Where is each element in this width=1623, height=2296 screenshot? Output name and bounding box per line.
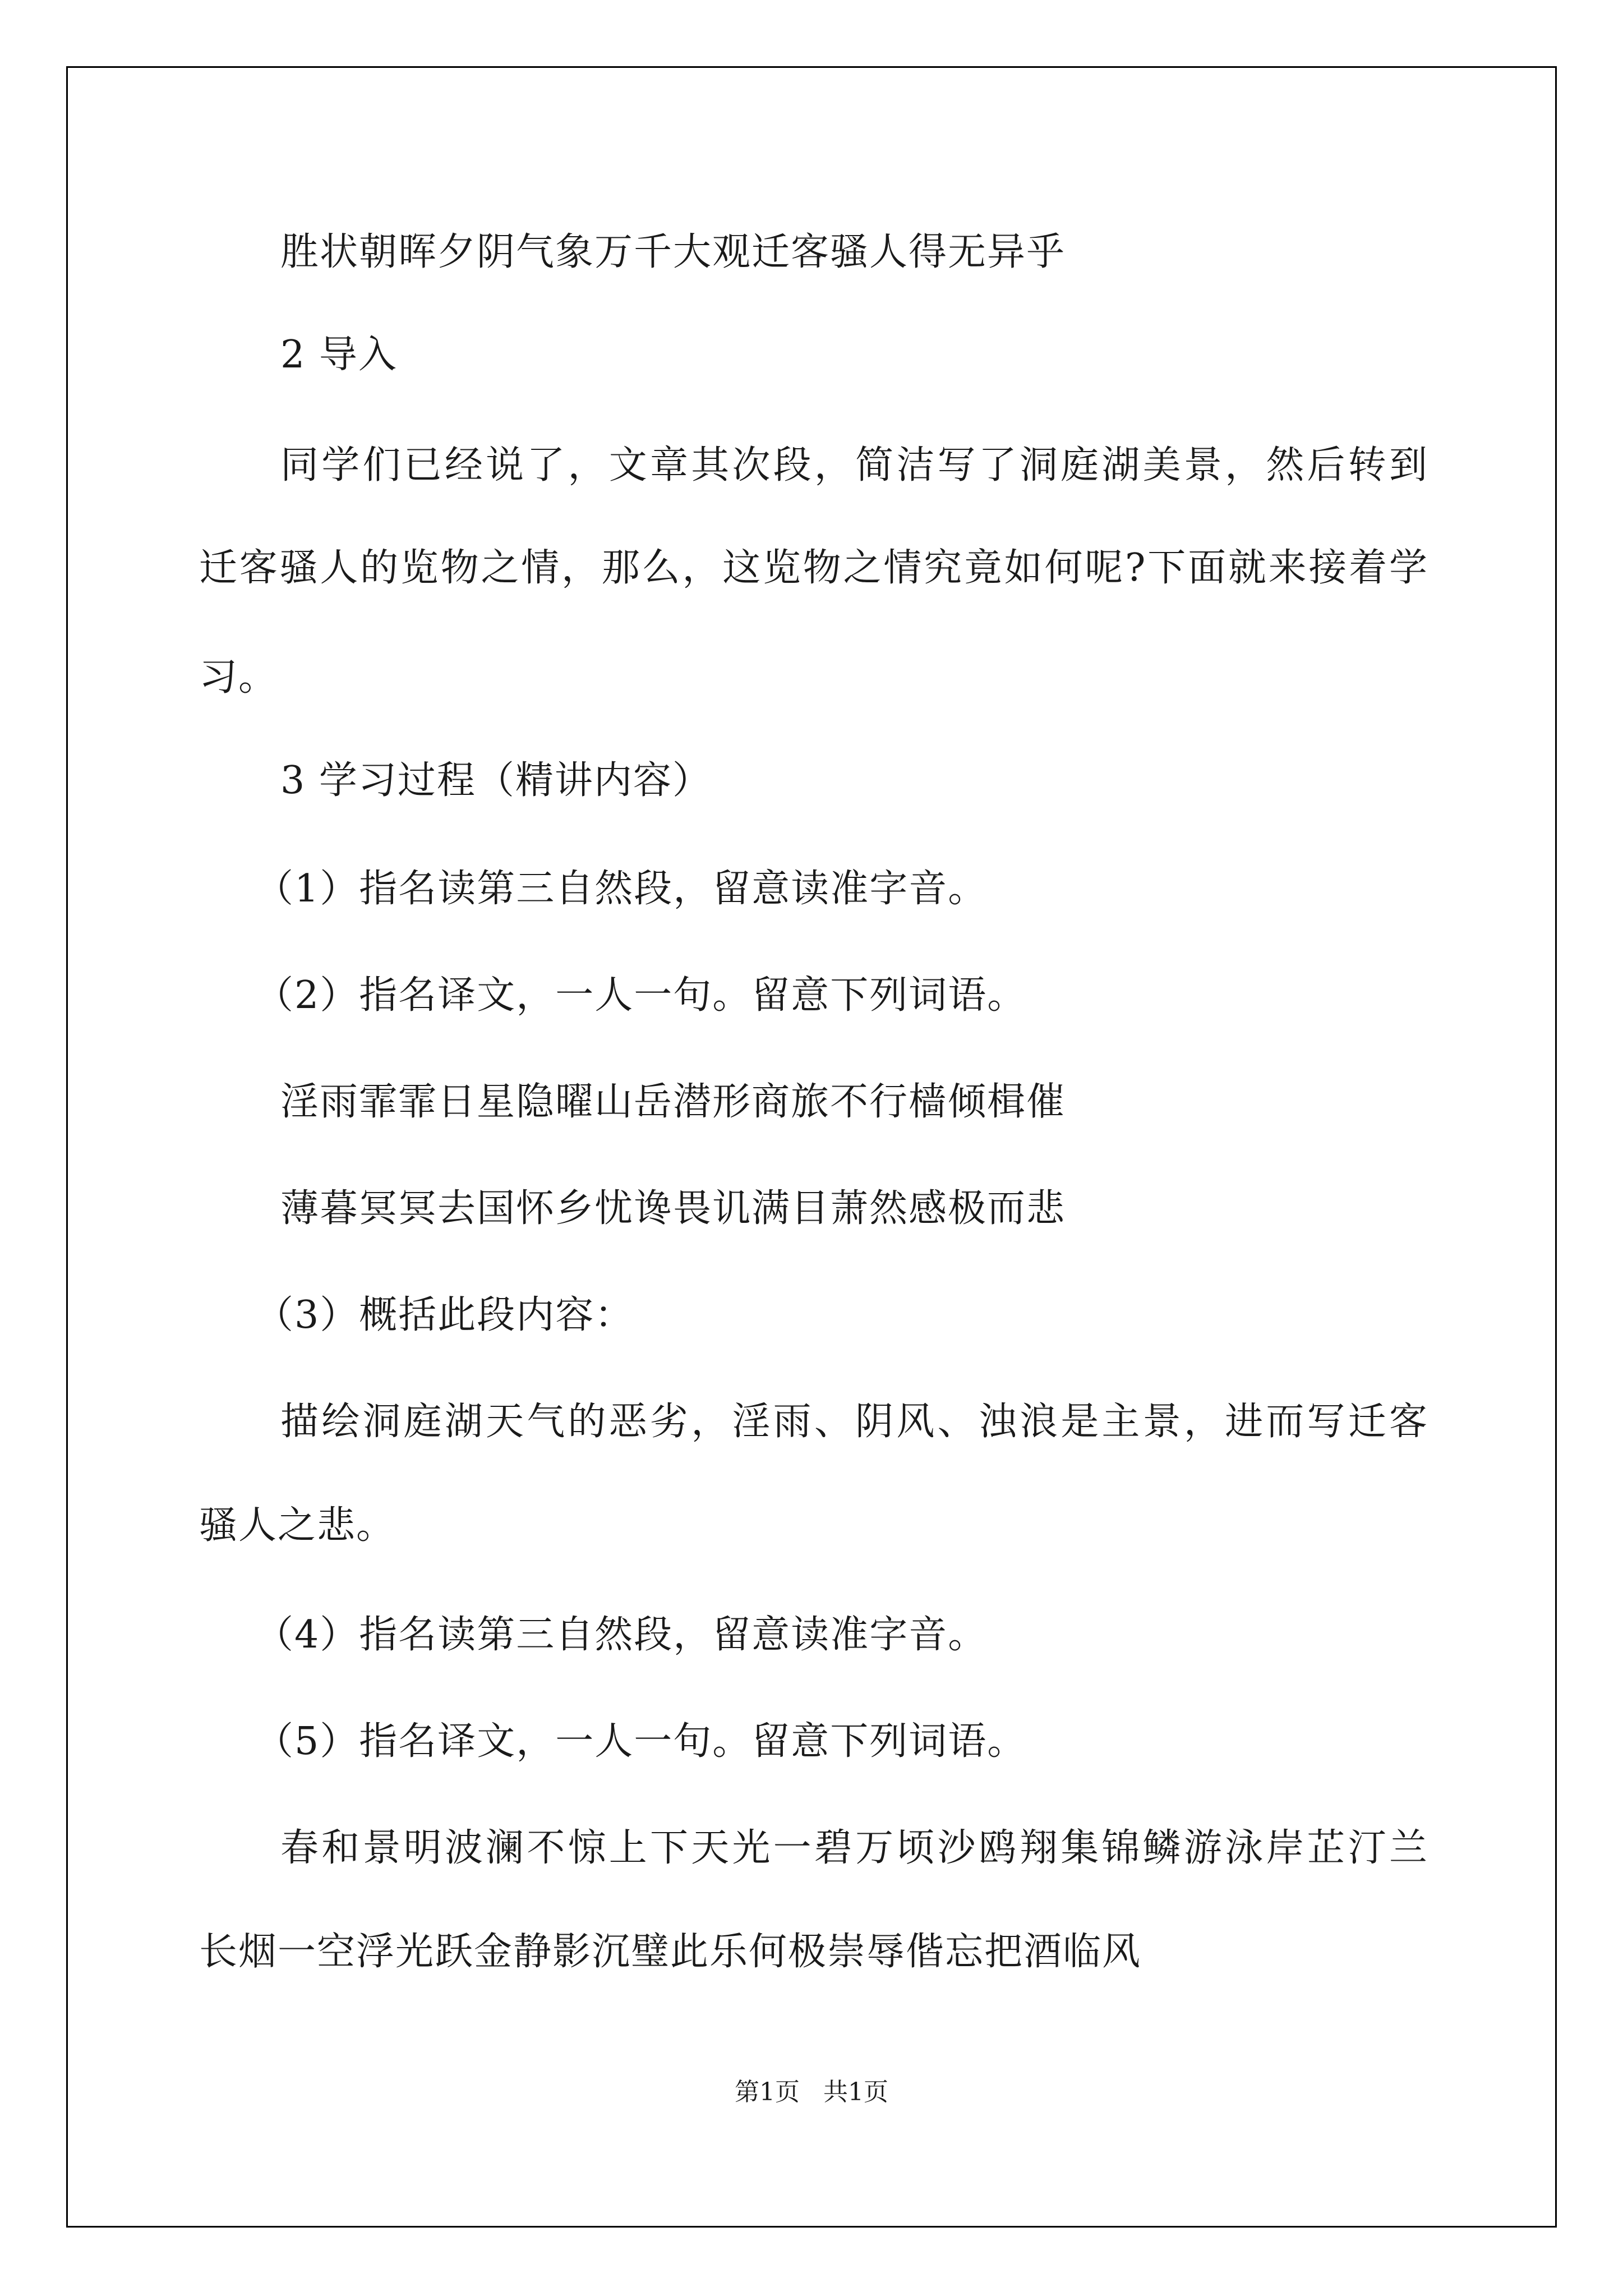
text-line: 长烟一空浮光跃金静影沉璧此乐何极崇辱偕忘把酒临风 <box>199 1930 1142 1974</box>
list-item: （2）指名译文，一人一句。留意下列词语。 <box>255 973 1027 1018</box>
text-line: 习。 <box>199 655 278 700</box>
text-line: 描绘洞庭湖天气的恶劣，淫雨、阴风、浊浪是主景，进而写迁客 <box>280 1400 1428 1444</box>
list-item: （4）指名读第三自然段，留意读准字音。 <box>255 1613 988 1657</box>
text-line: 胜状朝晖夕阴气象万千大观迁客骚人得无异乎 <box>280 230 1066 274</box>
text-line: 淫雨霏霏日星隐曜山岳潜形商旅不行樯倾楫催 <box>280 1080 1066 1124</box>
list-item: （3）概括此段内容： <box>255 1293 634 1337</box>
text-line: 骚人之悲。 <box>199 1503 396 1548</box>
section-heading: 3 学习过程（精讲内容） <box>280 758 712 803</box>
text-line: 同学们已经说了，文章其次段，简洁写了洞庭湖美景，然后转到 <box>280 443 1428 487</box>
section-heading: 2 导入 <box>280 333 398 377</box>
list-item: （5）指名译文，一人一句。留意下列词语。 <box>255 1719 1027 1764</box>
text-line: 迁客骚人的览物之情，那么，这览物之情究竟如何呢?下面就来接着学 <box>199 546 1428 590</box>
page-footer: 第1页 共1页 <box>735 2078 888 2106</box>
text-line: 薄暮冥冥去国怀乡忧谗畏讥满目萧然感极而悲 <box>280 1186 1066 1231</box>
page-border <box>66 66 1557 2228</box>
list-item: （1）指名读第三自然段，留意读准字音。 <box>255 867 988 911</box>
text-line: 春和景明波澜不惊上下天光一碧万顷沙鸥翔集锦鳞游泳岸芷汀兰 <box>280 1826 1428 1870</box>
